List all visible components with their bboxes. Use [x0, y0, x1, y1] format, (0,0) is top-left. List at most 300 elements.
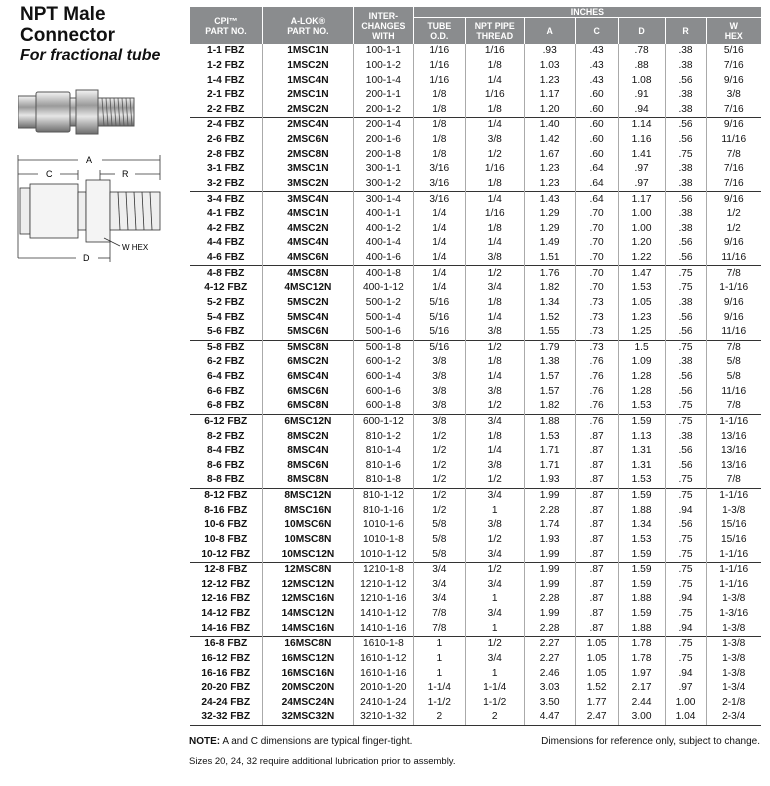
table-cell: 400-1-8: [353, 266, 413, 281]
table-row: [190, 251, 762, 266]
table-row: [190, 681, 762, 696]
table-cell: 1-1/16: [706, 578, 761, 593]
table-cell: 1/8: [413, 147, 465, 162]
table-cell: 3/4: [465, 607, 524, 622]
table-row: [190, 147, 762, 162]
table-cell: .43: [575, 59, 618, 74]
table-cell: 200-1-1: [353, 88, 413, 103]
table-cell: 3/8: [413, 370, 465, 385]
table-cell: 8-12 FBZ: [190, 488, 263, 503]
table-body: [190, 44, 762, 725]
table-row: [190, 177, 762, 192]
table-cell: 1.05: [618, 296, 665, 311]
table-cell: .70: [575, 207, 618, 222]
table-cell: .38: [665, 103, 706, 118]
table-cell: .38: [665, 177, 706, 192]
table-cell: 6MSC4N: [262, 370, 353, 385]
table-cell: .75: [665, 578, 706, 593]
table-cell: 8MSC6N: [262, 459, 353, 474]
table-cell: 1/4: [465, 118, 524, 133]
table-cell: 7/16: [706, 162, 761, 177]
table-cell: 3/4: [413, 578, 465, 593]
table-cell: 400-1-12: [353, 281, 413, 296]
table-cell: .87: [575, 578, 618, 593]
label-w-hex: W HEX: [122, 243, 149, 252]
table-cell: 1.23: [524, 73, 575, 88]
table-cell: .64: [575, 162, 618, 177]
table-cell: 13/16: [706, 444, 761, 459]
table-cell: 4MSC6N: [262, 251, 353, 266]
table-cell: .56: [665, 384, 706, 399]
table-cell: .87: [575, 503, 618, 518]
table-cell: .87: [575, 429, 618, 444]
table-cell: 9/16: [706, 192, 761, 207]
table-cell: 1/2: [465, 533, 524, 548]
table-cell: 1010-1-6: [353, 518, 413, 533]
table-cell: 500-1-6: [353, 325, 413, 340]
table-cell: .43: [575, 44, 618, 59]
table-cell: 15/16: [706, 518, 761, 533]
table-cell: 32-32 FBZ: [190, 710, 263, 725]
table-cell: 1/2: [465, 266, 524, 281]
table-cell: .87: [575, 473, 618, 488]
table-cell: 5-8 FBZ: [190, 340, 263, 355]
table-cell: .38: [665, 44, 706, 59]
note-label: NOTE:: [189, 736, 221, 747]
table-cell: .70: [575, 222, 618, 237]
table-row: [190, 266, 762, 281]
table-row: [190, 340, 762, 355]
table-cell: 9/16: [706, 118, 761, 133]
table-cell: 4MSC4N: [262, 236, 353, 251]
table-row: [190, 281, 762, 296]
table-cell: 1.29: [524, 207, 575, 222]
table-cell: 3.00: [618, 710, 665, 725]
table-cell: 1/4: [465, 236, 524, 251]
table-cell: 1-2 FBZ: [207, 59, 245, 71]
table-cell: 1.99: [524, 607, 575, 622]
table-cell: 1.55: [524, 325, 575, 340]
table-cell: 5/8: [413, 518, 465, 533]
table-cell: 1.08: [618, 73, 665, 88]
table-cell: 1.17: [618, 192, 665, 207]
table-cell: 9/16: [706, 236, 761, 251]
table-cell: 2-4 FBZ: [190, 118, 263, 133]
table-cell: 1.41: [618, 147, 665, 162]
table-row: [190, 296, 762, 311]
table-cell: 1.00: [618, 207, 665, 222]
table-cell: 4.47: [524, 710, 575, 725]
table-cell: .60: [575, 118, 618, 133]
finger-tight-note: [189, 736, 412, 747]
table-cell: 2-1/8: [706, 696, 761, 711]
table-cell: .56: [665, 310, 706, 325]
table-cell: .75: [665, 473, 706, 488]
table-cell: 1210-1-12: [353, 578, 413, 593]
table-cell: 1-3/8: [706, 503, 761, 518]
header-alok: A-LOK® PART NO.: [262, 7, 353, 44]
table-cell: 4MSC12N: [262, 281, 353, 296]
table-cell: 9/16: [706, 310, 761, 325]
table-cell: 10-6 FBZ: [204, 519, 248, 531]
table-cell: 2.27: [524, 652, 575, 667]
table-cell: 3/8: [413, 355, 465, 370]
table-cell: 1-1/16: [706, 281, 761, 296]
table-cell: 1-3/8: [706, 621, 761, 636]
table-cell: .94: [665, 592, 706, 607]
table-cell: 5/16: [413, 310, 465, 325]
table-cell: 12-8 FBZ: [190, 562, 263, 577]
table-cell: 7/16: [706, 103, 761, 118]
table-cell: .75: [665, 266, 706, 281]
table-cell: .87: [575, 547, 618, 562]
table-cell: .76: [575, 355, 618, 370]
table-cell: 16-8 FBZ: [190, 637, 263, 652]
table-cell: 1-1/4: [465, 681, 524, 696]
table-cell: 1.82: [524, 399, 575, 414]
table-row: [190, 399, 762, 414]
table-cell: .87: [575, 607, 618, 622]
table-cell: 1.13: [618, 429, 665, 444]
table-cell: 3/8: [465, 384, 524, 399]
table-cell: 600-1-4: [353, 370, 413, 385]
table-cell: .75: [665, 533, 706, 548]
table-cell: 1/2: [413, 488, 465, 503]
table-cell: .87: [575, 562, 618, 577]
table-cell: .97: [665, 681, 706, 696]
table-row: [190, 59, 762, 74]
table-cell: 600-1-2: [353, 355, 413, 370]
table-cell: 500-1-2: [353, 296, 413, 311]
table-cell: 1: [413, 652, 465, 667]
table-cell: 2.17: [618, 681, 665, 696]
table-row: [190, 666, 762, 681]
table-cell: 1/16: [413, 73, 465, 88]
table-cell: 3/16: [413, 192, 465, 207]
table-cell: 1.59: [618, 578, 665, 593]
table-cell: 600-1-8: [353, 399, 413, 414]
header-w-hex: W HEX: [706, 18, 761, 45]
table-cell: 4MSC2N: [262, 222, 353, 237]
table-cell: .56: [665, 192, 706, 207]
table-cell: 5MSC6N: [262, 325, 353, 340]
table-cell: 1210-1-8: [353, 562, 413, 577]
table-cell: 3/8: [465, 251, 524, 266]
table-cell: 3MSC1N: [262, 162, 353, 177]
table-cell: 5/8: [706, 355, 761, 370]
table-cell: 1.00: [665, 696, 706, 711]
table-cell: 1: [465, 666, 524, 681]
table-cell: 1.53: [618, 399, 665, 414]
table-cell: 5/16: [706, 44, 761, 59]
table-cell: 11/16: [706, 251, 761, 266]
table-cell: 3/16: [413, 162, 465, 177]
table-cell: .75: [665, 147, 706, 162]
table-cell: 1.38: [524, 355, 575, 370]
table-cell: 1-3/16: [706, 607, 761, 622]
table-cell: 500-1-4: [353, 310, 413, 325]
table-cell: 7/8: [706, 266, 761, 281]
table-cell: 1/4: [413, 266, 465, 281]
table-cell: 2MSC6N: [262, 133, 353, 148]
table-row: [190, 384, 762, 399]
table-cell: 1/8: [465, 103, 524, 118]
label-r: R: [122, 169, 129, 179]
table-cell: 1/2: [465, 473, 524, 488]
table-cell: .38: [665, 162, 706, 177]
table-cell: 8-2 FBZ: [207, 430, 245, 442]
table-cell: 300-1-2: [353, 177, 413, 192]
table-row: [190, 103, 762, 118]
table-cell: 2.28: [524, 621, 575, 636]
table-cell: 1.71: [524, 459, 575, 474]
table-cell: .73: [575, 310, 618, 325]
table-cell: 3/8: [465, 133, 524, 148]
table-cell: 1/16: [465, 88, 524, 103]
table-cell: 4-2 FBZ: [207, 222, 245, 234]
table-row: [190, 503, 762, 518]
table-cell: .94: [665, 666, 706, 681]
table-row: [190, 414, 762, 429]
table-row: [190, 637, 762, 652]
table-cell: .60: [575, 133, 618, 148]
table-cell: 6-8 FBZ: [207, 400, 245, 412]
table-row: [190, 236, 762, 251]
table-cell: 200-1-6: [353, 133, 413, 148]
table-cell: 2010-1-20: [353, 681, 413, 696]
table-cell: .70: [575, 266, 618, 281]
table-cell: 6-2 FBZ: [207, 356, 245, 368]
table-cell: 2-3/4: [706, 710, 761, 725]
table-cell: .87: [575, 533, 618, 548]
table-cell: .38: [665, 59, 706, 74]
table-cell: 100-1-4: [353, 73, 413, 88]
table-cell: 1/16: [465, 44, 524, 59]
table-cell: 1/4: [413, 222, 465, 237]
title-line-1: NPT Male: [20, 4, 106, 25]
table-cell: 1.53: [618, 473, 665, 488]
dimension-table: [189, 7, 761, 726]
table-cell: 3/4: [413, 562, 465, 577]
table-cell: 16MSC16N: [262, 666, 353, 681]
table-cell: .88: [618, 59, 665, 74]
table-cell: 1.78: [618, 637, 665, 652]
table-cell: 12-12 FBZ: [201, 578, 251, 590]
table-cell: .60: [575, 88, 618, 103]
table-cell: 4-1 FBZ: [207, 208, 245, 220]
table-cell: 12MSC16N: [262, 592, 353, 607]
table-cell: 20MSC20N: [262, 681, 353, 696]
table-row: [190, 547, 762, 562]
table-cell: 1/16: [413, 59, 465, 74]
table-cell: 14-12 FBZ: [201, 608, 251, 620]
table-cell: 6MSC8N: [262, 399, 353, 414]
table-cell: 1.49: [524, 236, 575, 251]
table-cell: 1.99: [524, 562, 575, 577]
table-cell: 1/4: [413, 236, 465, 251]
table-cell: 1MSC2N: [262, 59, 353, 74]
table-cell: .94: [665, 621, 706, 636]
table-cell: 3/8: [465, 325, 524, 340]
table-cell: 3/8: [465, 518, 524, 533]
table-cell: 5MSC8N: [262, 340, 353, 355]
table-cell: 3MSC2N: [262, 177, 353, 192]
table-cell: .56: [665, 444, 706, 459]
table-row: [190, 710, 762, 725]
table-cell: 200-1-2: [353, 103, 413, 118]
table-cell: 2.44: [618, 696, 665, 711]
table-cell: 1/8: [465, 222, 524, 237]
table-cell: 1.99: [524, 578, 575, 593]
table-cell: 1MSC1N: [262, 44, 353, 59]
table-cell: 16-16 FBZ: [201, 667, 251, 679]
table-cell: 5MSC4N: [262, 310, 353, 325]
table-cell: 1610-1-16: [353, 666, 413, 681]
table-cell: 5-2 FBZ: [207, 296, 245, 308]
table-cell: 2-1 FBZ: [207, 89, 245, 101]
table-cell: 1/8: [465, 355, 524, 370]
table-cell: .38: [665, 296, 706, 311]
table-cell: 5/16: [413, 325, 465, 340]
table-cell: .76: [575, 370, 618, 385]
table-cell: 8-6 FBZ: [207, 459, 245, 471]
table-cell: 1/4: [465, 370, 524, 385]
table-cell: 1/8: [465, 59, 524, 74]
table-cell: 14-16 FBZ: [201, 622, 251, 634]
table-cell: 1.42: [524, 133, 575, 148]
table-cell: 1-3/8: [706, 637, 761, 652]
table-cell: 7/8: [706, 147, 761, 162]
table-cell: 600-1-6: [353, 384, 413, 399]
table-row: [190, 444, 762, 459]
table-cell: 1.88: [524, 414, 575, 429]
table-cell: 3/4: [465, 281, 524, 296]
table-cell: 1.93: [524, 473, 575, 488]
table-cell: 5MSC2N: [262, 296, 353, 311]
table-cell: 24MSC24N: [262, 696, 353, 711]
table-cell: 2-2 FBZ: [207, 103, 245, 115]
table-cell: .38: [665, 429, 706, 444]
table-cell: 1-1/16: [706, 414, 761, 429]
table-cell: 8MSC8N: [262, 473, 353, 488]
table-cell: 1/8: [465, 296, 524, 311]
table-cell: 1-1/2: [465, 696, 524, 711]
table-cell: 3/4: [465, 414, 524, 429]
table-row: [190, 562, 762, 577]
table-cell: .38: [665, 88, 706, 103]
table-cell: 1/8: [413, 88, 465, 103]
table-cell: 1.09: [618, 355, 665, 370]
table-cell: .56: [665, 370, 706, 385]
table-cell: .75: [665, 281, 706, 296]
table-cell: 2MSC4N: [262, 118, 353, 133]
table-cell: .75: [665, 637, 706, 652]
table-cell: 7/8: [413, 607, 465, 622]
table-cell: 10-12 FBZ: [201, 548, 251, 560]
table-cell: 11/16: [706, 325, 761, 340]
table-cell: 100-1-1: [353, 44, 413, 59]
table-cell: 3/4: [413, 592, 465, 607]
table-cell: 1-1 FBZ: [207, 45, 245, 57]
table-cell: 1.77: [575, 696, 618, 711]
header-inches: INCHES: [413, 7, 761, 18]
connector-photo: [18, 86, 136, 138]
table-cell: 1.22: [618, 251, 665, 266]
table-cell: 7/16: [706, 177, 761, 192]
dimension-drawing: [10, 150, 170, 270]
lubrication-note: Sizes 20, 24, 32 require additional lubrication prior to assembly.: [189, 756, 456, 767]
table-cell: .75: [665, 547, 706, 562]
table-row: [190, 355, 762, 370]
table-cell: .56: [665, 118, 706, 133]
note-text: A and C dimensions are typical finger-tight.: [220, 736, 413, 747]
table-row: [190, 473, 762, 488]
table-cell: 1.04: [665, 710, 706, 725]
table-cell: .76: [575, 384, 618, 399]
table-cell: 1.43: [524, 192, 575, 207]
table-cell: 1610-1-12: [353, 652, 413, 667]
table-cell: .75: [665, 652, 706, 667]
table-cell: 9/16: [706, 296, 761, 311]
table-row: [190, 621, 762, 636]
table-row: [190, 192, 762, 207]
table-cell: 10MSC8N: [262, 533, 353, 548]
table-cell: .87: [575, 621, 618, 636]
table-cell: 1.23: [524, 162, 575, 177]
table-cell: 1.88: [618, 592, 665, 607]
table-cell: 5/16: [413, 340, 465, 355]
table-cell: 1-1/16: [706, 547, 761, 562]
table-cell: 1.23: [618, 310, 665, 325]
table-cell: .87: [575, 592, 618, 607]
table-cell: .56: [665, 459, 706, 474]
table-cell: 1/16: [465, 162, 524, 177]
table-cell: 3-2 FBZ: [207, 177, 245, 189]
table-cell: 200-1-4: [353, 118, 413, 133]
table-row: [190, 133, 762, 148]
table-cell: 810-1-16: [353, 503, 413, 518]
table-cell: 6-12 FBZ: [190, 414, 263, 429]
table-cell: .73: [575, 340, 618, 355]
table-cell: .75: [665, 607, 706, 622]
table-cell: 1.57: [524, 384, 575, 399]
table-row: [190, 162, 762, 177]
table-cell: 16MSC12N: [262, 652, 353, 667]
table-cell: 1/2: [413, 444, 465, 459]
table-cell: 6MSC12N: [262, 414, 353, 429]
table-cell: 1/2: [465, 562, 524, 577]
table-cell: .76: [575, 414, 618, 429]
table-cell: 500-1-8: [353, 340, 413, 355]
table-cell: 810-1-6: [353, 459, 413, 474]
table-cell: 1/8: [413, 118, 465, 133]
table-cell: 11/16: [706, 384, 761, 399]
table-cell: 24-24 FBZ: [201, 696, 251, 708]
table-cell: .93: [524, 44, 575, 59]
table-cell: 4-12 FBZ: [204, 282, 248, 294]
table-cell: 1MSC4N: [262, 73, 353, 88]
table-cell: 2410-1-24: [353, 696, 413, 711]
table-cell: 2MSC8N: [262, 147, 353, 162]
table-cell: 1.23: [524, 177, 575, 192]
table-cell: 16MSC8N: [262, 637, 353, 652]
table-cell: 9/16: [706, 73, 761, 88]
table-cell: 7/8: [706, 340, 761, 355]
table-cell: .38: [665, 207, 706, 222]
table-cell: 8MSC4N: [262, 444, 353, 459]
header-npt-thread: NPT PIPE THREAD: [465, 18, 524, 45]
table-cell: 1.31: [618, 459, 665, 474]
